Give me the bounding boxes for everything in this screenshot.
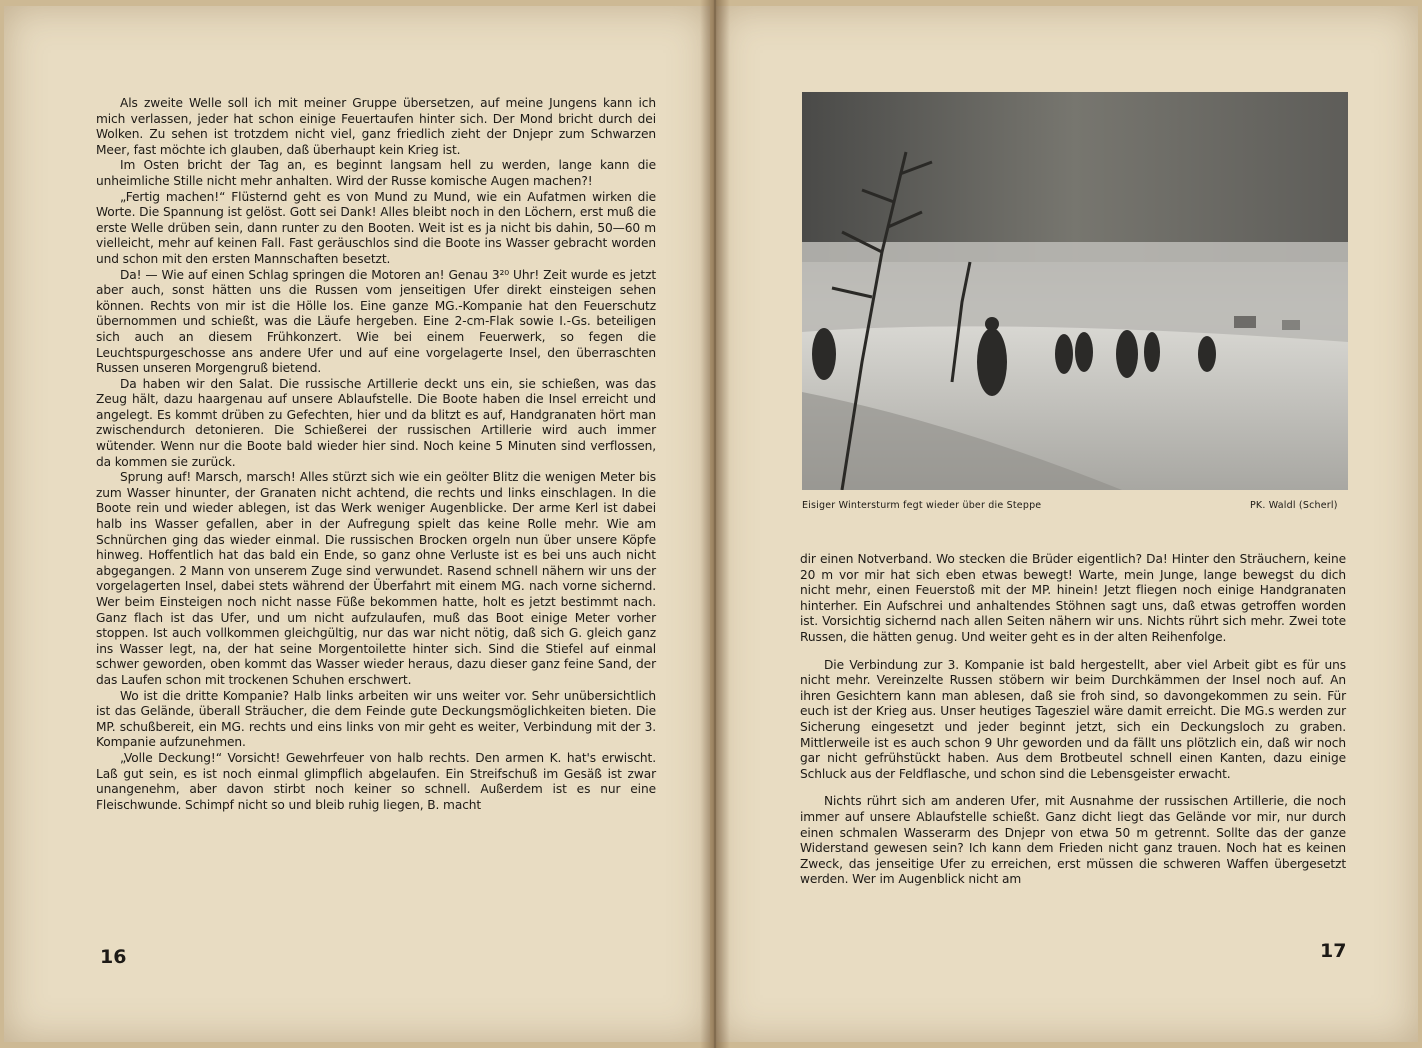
paragraph: Die Verbindung zur 3. Kompanie ist bald hergestellt, aber viel Arbeit gibt es für uns nicht mehr. Vereinzelte Russen stöbern wir beim Durchkämmen der Insel noch auf. An ihren Gesichtern kann man ablesen, daß sie froh sind, so davongekommen zu sein. Für euch ist der Krieg aus. Unser heutiges Tagesziel wäre damit erreicht. Die MG.s werden zur Sicherung eingesetzt und jeder beginnt jetzt, sich ein Deckungsloch zu graben. Mittlerweile ist es auch schon 9 Uhr geworden und da fällt uns plötzlich ein, daß wir noch gar nicht gefrühstückt haben. Aus dem Brotbeutel schnell einen Kanten, dazu einige Schluck aus der Feldflasche, und schon sind die Lebensgeister erwacht. bbox=[800, 657, 1346, 781]
paragraph: Da! — Wie auf einen Schlag springen die Motoren an! Genau 3²⁰ Uhr! Zeit wurde es jetzt aber auch, sonst hätten uns die Russen vom jenseitigen Ufer direkt einsteigen sehen können. Rechts von mir ist die Hölle los. Eine ganze MG.-Kompanie hat den Feuerschutz übernommen und schießt, was die Läufe hergeben. Eine 2-cm-Flak sowie I.-Gs. beteiligen sich auch an diesem Frühkonzert. Wie bei einem Feuerwerk, so fegen die Leuchtspurgeschosse ans andere Ufer und auf eine vorgelagerte Insel, den überraschten Russen unseren Morgengruß bietend. bbox=[96, 267, 656, 376]
paragraph: Da haben wir den Salat. Die russische Artillerie deckt uns ein, sie schießen, was das Zeug hält, dazu haargenau auf unsere Ablaufstelle. Die Boote haben die Insel erreicht und angelegt. Es kommt drüben zu Gefechten, hier und da blitzt es auf, Handgranaten hört man zwischendurch detonieren. Die Schießerei der russischen Artillerie wird auch immer wütender. Wenn nur die Boote bald wieder hier sind. Noch keine 5 Minuten sind verflossen, da kommen sie zurück. bbox=[96, 376, 656, 469]
paragraph: Wo ist die dritte Kompanie? Halb links arbeiten wir uns weiter vor. Sehr unübersichtlich ist das Gelände, überall Sträucher, die dem Feinde gute Deckungsmöglichkeiten bieten. Die MP. schußbereit, ein MG. rechts und eins links von mir geht es weiter, Verbindung mit der 3. Kompanie aufzunehmen. bbox=[96, 688, 656, 750]
paragraph: dir einen Notverband. Wo stecken die Brüder eigentlich? Da! Hinter den Sträuchern, keine 20 m vor mir hat sich eben etwas bewegt! Warte, mein Junge, lange bewegst du dich nicht mehr, einen Feuerstoß mit der MP. hinein! Jetzt fliegen noch einige Handgranaten hinterher. Ein Aufschrei und anhaltendes Stöhnen sagt uns, daß etwas getroffen worden ist. Vorsichtig sichernd nach allen Seiten nähern wir uns. Nichts rührt sich mehr. Zwei tote Russen, die hätten genug. Und weiter geht es in der alten Reihenfolge. bbox=[800, 552, 1346, 644]
paragraph: „Volle Deckung!“ Vorsicht! Gewehrfeuer von halb rechts. Den armen K. hat's erwischt. Laß gut sein, es ist noch einmal glimpflich abgelaufen. Ein Streifschuß im Gesäß ist zwar unangenehm, aber davon stirbt noch keiner so schnell. Außerdem ist es nur eine Fleischwunde. Schimpf nicht so und bleib ruhig liegen, B. macht bbox=[96, 750, 656, 812]
paragraph: Sprung auf! Marsch, marsch! Alles stürzt sich wie ein geölter Blitz die wenigen Meter bis zum Wasser hinunter, der Granaten nicht achtend, die rechts und links einschlagen. In die Boote rein und wieder ablegen, ist das Werk weniger Augenblicke. Der arme Kerl ist dabei halb ins Wasser gefallen, aber in der Aufregung spielt das keine Rolle mehr. Wie am Schnürchen ging das wieder einmal. Die russischen Brocken orgeln nun über unsere Köpfe hinweg. Hoffentlich hat das bald ein Ende, so ganz ohne Verluste ist es bei uns auch nicht abgegangen. 2 Mann von unserem Zuge sind verwundet. Rasend schnell nähern wir uns der vorgelagerten Insel, dabei stets während der Überfahrt mit einem MG. nach vorne sichernd. Wer beim Einsteigen noch nicht nasse Füße bekommen hatte, holt es jetzt bestimmt nach. Ganz flach ist das Ufer, und um nicht aufzulaufen, muß das Boot einige Meter vorher stoppen. Ist auch vollkommen gleichgültig, nur das war nicht nötig, daß sich G. gleich ganz ins Wasser legt, na, der hat seine Morgentoilette hinter sich. Sind die Stiefel auf einmal schwer geworden, oben kommt das Wasser wieder heraus, dazu dieser ganz feine Sand, der das Laufen schon mit trockenen Schuhen erschwert. bbox=[96, 470, 656, 687]
photo-illustration bbox=[802, 92, 1348, 490]
paragraph: „Fertig machen!“ Flüsternd geht es von Mund zu Mund, wie ein Aufatmen wirken die Worte. Die Spannung ist gelöst. Gott sei Dank! Alles bleibt noch in den Löchern, erst muß die erste Welle drüben sein, dann runter zu den Booten. Weit ist es ja nicht bis dahin, 50—60 m vielleicht, mehr auf keinen Fall. Fast geräuschlos sind die Boote ins Wasser gebracht worden und schon mit den ersten Mannschaften besetzt. bbox=[96, 189, 656, 266]
book-gutter bbox=[700, 0, 730, 1048]
photo-caption: Eisiger Wintersturm fegt wieder über die Steppe bbox=[802, 500, 1042, 511]
page-number-left: 16 bbox=[100, 946, 127, 968]
left-page-text bbox=[96, 96, 656, 813]
paragraph: Im Osten bricht der Tag an, es beginnt langsam hell zu werden, lange kann die unheimliche Stille nicht mehr anhalten. Wird der Russe komische Augen machen?! bbox=[96, 158, 656, 188]
paragraph: Nichts rührt sich am anderen Ufer, mit Ausnahme der russischen Artillerie, die noch immer auf unsere Ablaufstelle schießt. Ganz dicht liegt das Gelände vor mir, nur durch einen schmalen Wasserarm des Dnjepr von etwa 50 m getrennt. Sollte das der ganze Widerstand gewesen sein? Ich kann dem Frieden nicht ganz trauen. Noch hat es keinen Zweck, das jenseitige Ufer zu erreichen, erst müssen die schweren Waffen übergesetzt werden. Wer im Augenblick nicht am bbox=[800, 794, 1346, 887]
right-page-text bbox=[800, 552, 1346, 888]
paragraph: Als zweite Welle soll ich mit meiner Gruppe übersetzen, auf meine Jungens kann ich mich verlassen, jeder hat schon einige Feuertaufen hinter sich. Der Mond bricht durch dei Wolken. Zu sehen ist trotzdem nicht viel, ganz friedlich zieht der Dnjepr zum Schwarzen Meer, fast möchte ich glauben, daß überhaupt kein Krieg ist. bbox=[96, 96, 656, 157]
photo-winter-storm bbox=[802, 92, 1348, 490]
photo-credit: PK. Waldl (Scherl) bbox=[1250, 500, 1338, 511]
page-number-right: 17 bbox=[1320, 940, 1347, 962]
